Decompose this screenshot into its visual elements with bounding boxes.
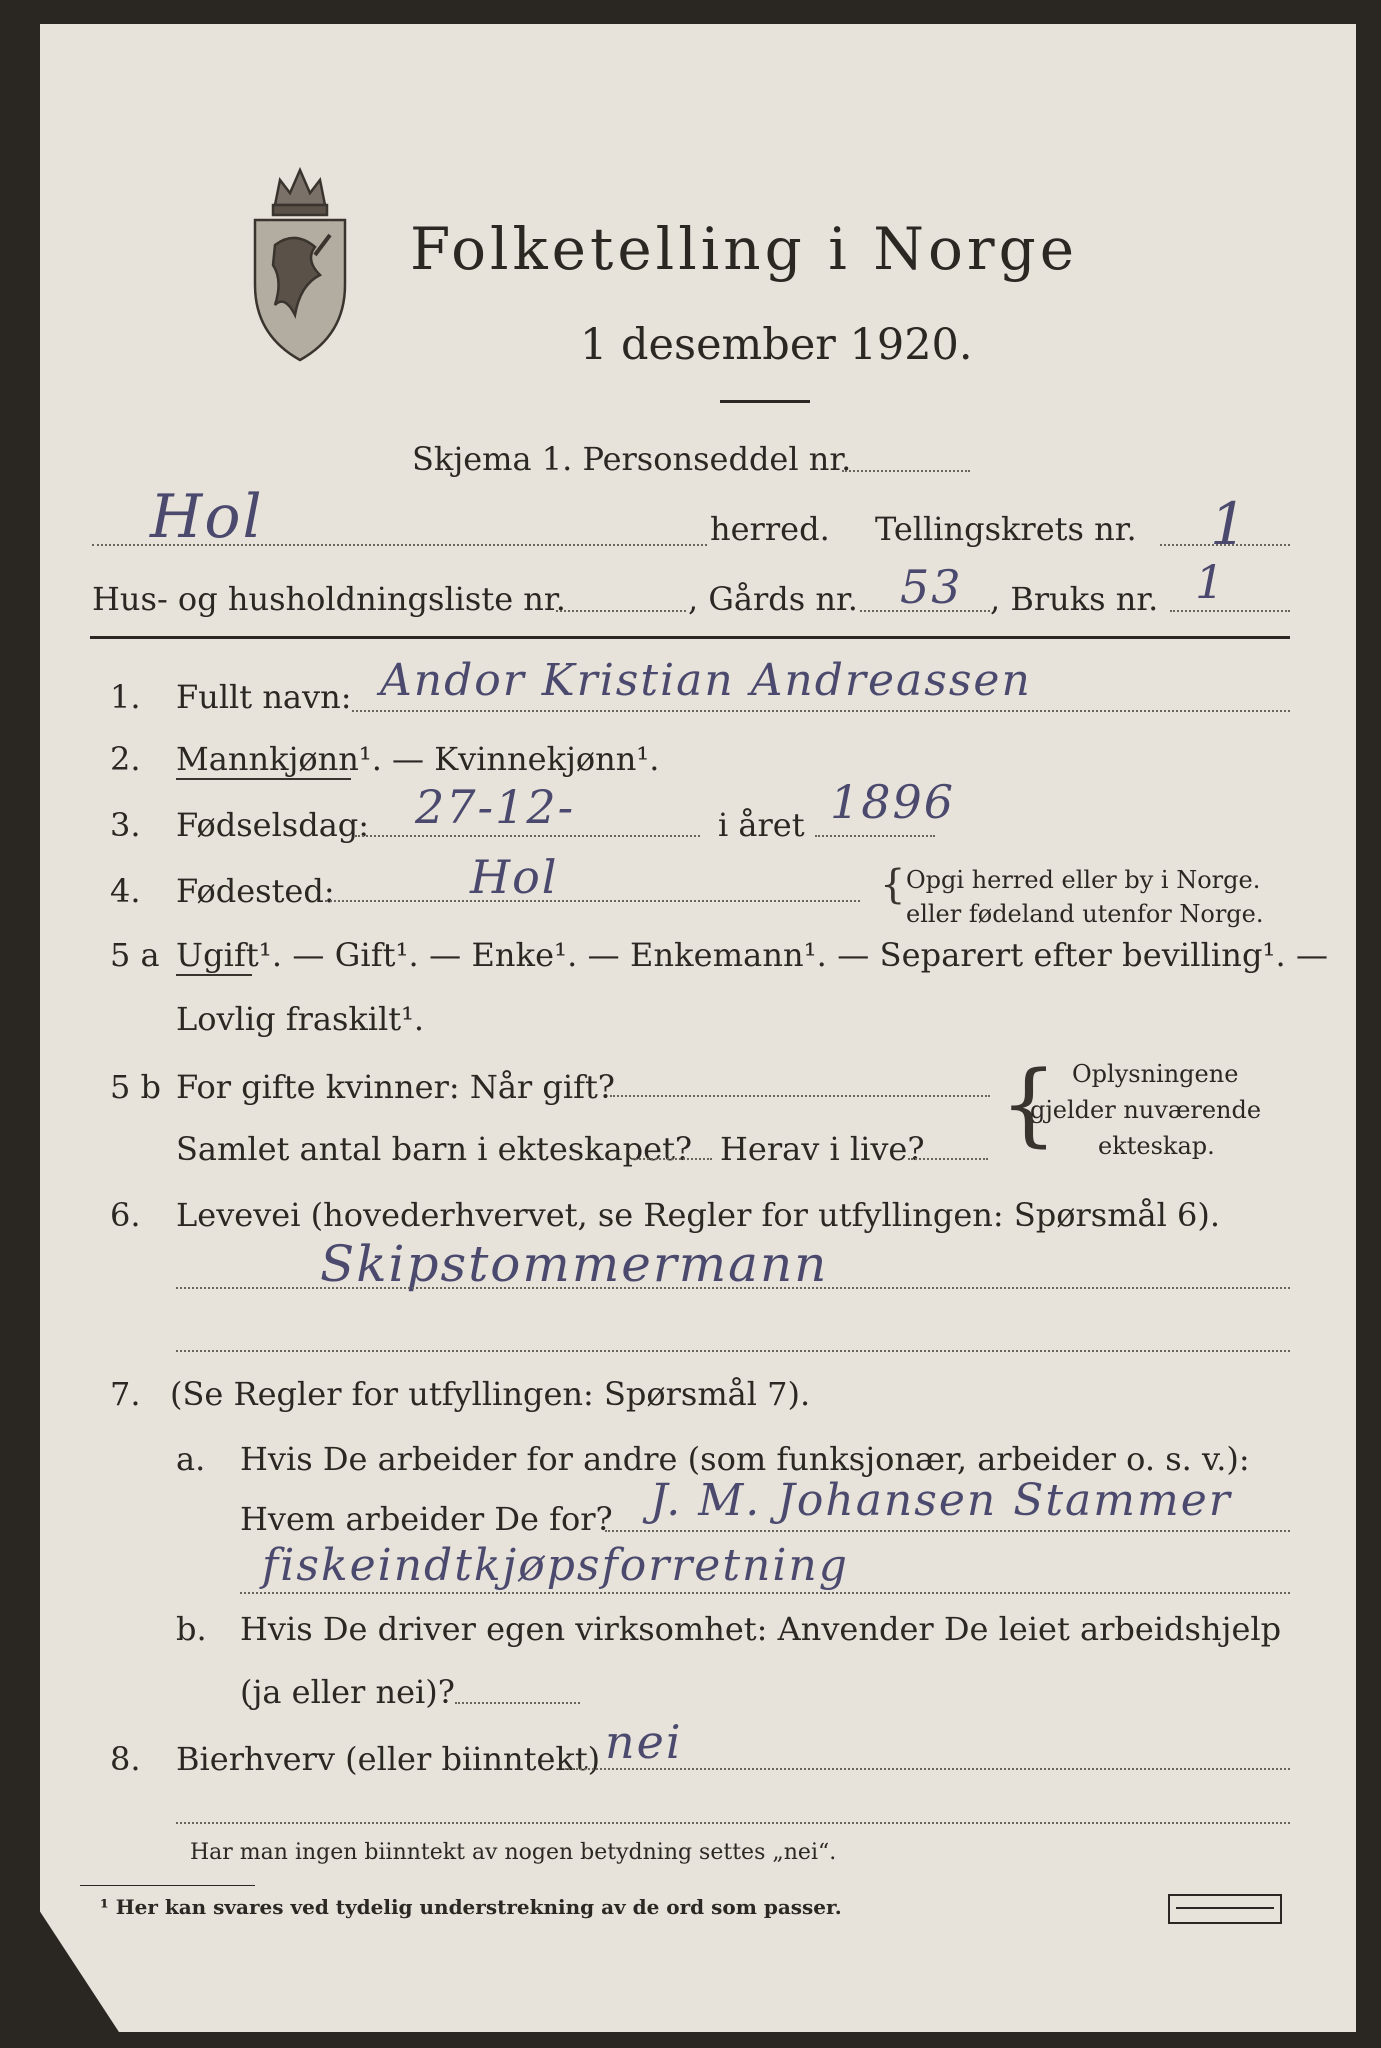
tellingskrets-label: Tellingskrets nr. [875,510,1137,548]
herred-label: herred. [710,510,830,548]
tellingskrets-value: 1 [1210,490,1249,558]
children-alive-field[interactable] [908,1158,988,1160]
q5b-line2a: Samlet antal barn i ekteskapet? [176,1130,693,1168]
q7b-line2: (ja eller nei)? [240,1673,455,1711]
employer-field-2[interactable] [240,1592,1290,1594]
q7b-letter: b. [176,1610,207,1648]
q6-label: Levevei (hovederhvervet, se Regler for utfyllingen: Spørsmål 6). [176,1196,1221,1234]
bruks-label: , Bruks nr. [990,580,1159,618]
q7a-line2: Hvem arbeider De for? [240,1500,613,1538]
birthday-field[interactable] [355,835,700,837]
q7a-line1: Hvis De arbeider for andre (som funksjonær, arbeider o. s. v.): [240,1440,1250,1478]
hus-label: Hus- og husholdningsliste nr. [92,580,566,618]
employer-value-2: fiskeindtkjøpsforretning [262,1540,849,1591]
q2-number: 2. [110,740,141,778]
schema-label: Skjema 1. Personseddel nr. [412,440,852,478]
occupation-field[interactable] [176,1287,1290,1289]
hus-field[interactable] [556,610,686,612]
footnote-divider [80,1885,255,1886]
brace-icon: { [880,862,906,908]
census-date: 1 desember 1920. [580,320,973,370]
side-income-field[interactable] [565,1768,1290,1770]
bleed-through-text [560,115,567,140]
norwegian-coat-of-arms-icon [245,165,355,365]
q7-number: 7. [110,1375,141,1413]
q8-number: 8. [110,1740,141,1778]
q5b-note3: ekteskap. [1098,1132,1215,1160]
q5b-number: 5 b [110,1068,162,1106]
occupation-field-2[interactable] [176,1350,1290,1352]
q7-label: (Se Regler for utfyllingen: Spørsmål 7). [170,1375,811,1413]
q7b-line1: Hvis De driver egen virksomhet: Anvender De leiet arbeidshjelp [240,1610,1282,1648]
gards-field[interactable] [860,610,990,612]
bruks-field[interactable] [1170,610,1290,612]
header-divider [90,636,1290,639]
birthday-value: 27-12- [415,780,576,834]
gards-value: 53 [900,560,963,614]
q5b-line1: For gifte kvinner: Når gift? [176,1068,615,1106]
employer-value-1: J. M. Johansen Stammer [650,1475,1232,1526]
side-income-field-2[interactable] [176,1822,1290,1824]
q4-number: 4. [110,872,141,910]
q5b-note2: gjelder nuværende [1030,1096,1262,1124]
married-date-field[interactable] [610,1095,990,1097]
q5a-line1: Ugift¹. — Gift¹. — Enke¹. — Enkemann¹. — Separert efter bevilling¹. — [176,936,1329,974]
herred-value: Hol [150,482,264,552]
tellingskrets-field[interactable] [1160,544,1290,546]
birthplace-field[interactable] [325,900,860,902]
ugift-underline [176,974,252,976]
employer-field[interactable] [605,1530,1290,1532]
q4-note-line1: Opgi herred eller by i Norge. [906,866,1261,894]
q4-label: Fødested: [176,872,335,910]
q5b-line2b: Herav i live? [720,1130,925,1168]
brace-icon-2: { [1000,1052,1058,1157]
birth-year-field[interactable] [815,835,935,837]
bruks-value: 1 [1195,555,1227,609]
q7a-letter: a. [176,1440,206,1478]
full-name-field[interactable] [352,710,1290,712]
q1-number: 1. [110,678,141,716]
birthplace-value: Hol [470,850,559,904]
q5a-number: 5 a [110,936,160,974]
q3-number: 3. [110,806,141,844]
side-income-value: nei [605,1715,683,1769]
year-label: i året [718,806,805,844]
divider [720,400,810,403]
q3-label: Fødselsdag: [176,806,370,844]
birth-year-value: 1896 [830,775,956,829]
q6-number: 6. [110,1196,141,1234]
q4-note-line2: eller fødeland utenfor Norge. [906,900,1264,928]
printer-stamp-icon [1168,1894,1282,1924]
gards-label: , Gårds nr. [688,580,858,618]
footer-note: Har man ingen biinntekt av nogen betydning settes „nei“. [190,1840,837,1865]
full-name-value: Andor Kristian Andreassen [380,655,1032,706]
q5b-note1: Oplysningene [1072,1060,1239,1088]
personseddel-field[interactable] [842,470,970,472]
herred-field[interactable] [92,544,707,546]
hired-help-field[interactable] [455,1702,580,1704]
mannkjonn-underline [176,778,351,780]
footnote: ¹ Her kan svares ved tydelig understrekning av de ord som passer. [100,1895,842,1919]
q2-label: Mannkjønn¹. — Kvinnekjønn¹. [176,740,660,778]
occupation-value: Skipstommermann [320,1235,829,1293]
q1-label: Fullt navn: [176,678,352,716]
children-count-field[interactable] [632,1158,712,1160]
q8-label: Bierhverv (eller biinntekt) [176,1740,601,1778]
form-title: Folketelling i Norge [410,215,1079,283]
q5a-line2: Lovlig fraskilt¹. [176,1000,425,1038]
